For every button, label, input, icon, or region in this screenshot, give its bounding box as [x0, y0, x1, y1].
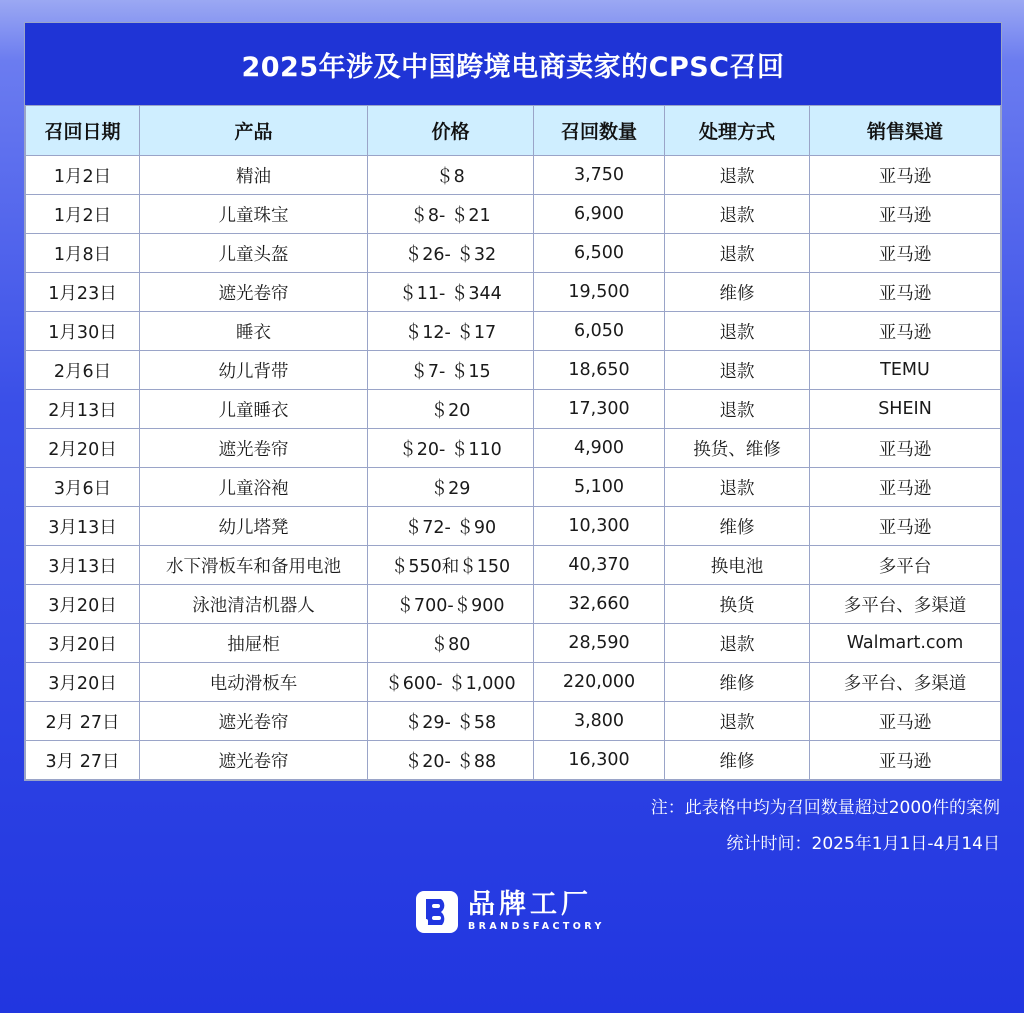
- recall-table-card: [24, 22, 1002, 781]
- table-row: [26, 468, 1001, 507]
- table-body: [26, 156, 1001, 780]
- product-cell: 泳池清洁机器人: [140, 585, 368, 624]
- channel-cell: 亚马逊: [810, 273, 1001, 312]
- quantity-cell: 6,500: [534, 234, 665, 273]
- product-cell: 遮光卷帘: [140, 273, 368, 312]
- product-cell: 电动滑板车: [140, 663, 368, 702]
- header-recall-date: 召回日期: [26, 106, 140, 156]
- method-cell: 维修: [665, 741, 810, 780]
- recall-date-cell: 2月 27日: [26, 702, 140, 741]
- table-header-row: [26, 106, 1001, 156]
- price-cell: ＄20- ＄88: [368, 741, 534, 780]
- method-cell: 退款: [665, 312, 810, 351]
- method-cell: 换电池: [665, 546, 810, 585]
- recall-date-cell: 1月8日: [26, 234, 140, 273]
- quantity-cell: 28,590: [534, 624, 665, 663]
- product-cell: 儿童头盔: [140, 234, 368, 273]
- price-cell: ＄29: [368, 468, 534, 507]
- channel-cell: 多平台: [810, 546, 1001, 585]
- quantity-cell: 5,100: [534, 468, 665, 507]
- price-cell: ＄600- ＄1,000: [368, 663, 534, 702]
- method-cell: 退款: [665, 156, 810, 195]
- header-product: 产品: [140, 106, 368, 156]
- table-row: [26, 585, 1001, 624]
- channel-cell: 亚马逊: [810, 312, 1001, 351]
- channel-cell: 亚马逊: [810, 741, 1001, 780]
- table-row: [26, 156, 1001, 195]
- recall-date-cell: 1月30日: [26, 312, 140, 351]
- method-cell: 维修: [665, 507, 810, 546]
- method-cell: 换货: [665, 585, 810, 624]
- method-cell: 退款: [665, 390, 810, 429]
- recall-date-cell: 3月13日: [26, 546, 140, 585]
- quantity-cell: 4,900: [534, 429, 665, 468]
- quantity-cell: 32,660: [534, 585, 665, 624]
- logo-text: [468, 890, 605, 934]
- channel-cell: 多平台、多渠道: [810, 585, 1001, 624]
- table-row: [26, 312, 1001, 351]
- table-row: [26, 624, 1001, 663]
- channel-cell: TEMU: [810, 351, 1001, 390]
- channel-cell: Walmart.com: [810, 624, 1001, 663]
- recall-date-cell: 3月20日: [26, 624, 140, 663]
- price-cell: ＄8- ＄21: [368, 195, 534, 234]
- price-cell: ＄11- ＄344: [368, 273, 534, 312]
- recall-date-cell: 3月20日: [26, 663, 140, 702]
- price-cell: ＄12- ＄17: [368, 312, 534, 351]
- quantity-cell: 10,300: [534, 507, 665, 546]
- quantity-cell: 3,750: [534, 156, 665, 195]
- quantity-cell: 3,800: [534, 702, 665, 741]
- channel-cell: 亚马逊: [810, 429, 1001, 468]
- price-cell: ＄700-＄900: [368, 585, 534, 624]
- brandsfactory-logo-icon: [416, 891, 458, 933]
- table-note: 注：此表格中均为召回数量超过2000件的案例: [650, 798, 1000, 818]
- table-row: [26, 429, 1001, 468]
- product-cell: 精油: [140, 156, 368, 195]
- price-cell: ＄7- ＄15: [368, 351, 534, 390]
- quantity-cell: 40,370: [534, 546, 665, 585]
- table-row: [26, 273, 1001, 312]
- quantity-cell: 17,300: [534, 390, 665, 429]
- table-row: [26, 741, 1001, 780]
- product-cell: 睡衣: [140, 312, 368, 351]
- method-cell: 退款: [665, 351, 810, 390]
- table-row: [26, 507, 1001, 546]
- channel-cell: 亚马逊: [810, 234, 1001, 273]
- quantity-cell: 16,300: [534, 741, 665, 780]
- price-cell: ＄550和＄150: [368, 546, 534, 585]
- method-cell: 维修: [665, 273, 810, 312]
- table-row: [26, 351, 1001, 390]
- logo-chinese-name: 品牌工厂: [468, 889, 592, 920]
- logo-english-name: BRANDSFACTORY: [468, 921, 605, 932]
- recall-date-cell: 2月20日: [26, 429, 140, 468]
- channel-cell: 亚马逊: [810, 156, 1001, 195]
- product-cell: 水下滑板车和备用电池: [140, 546, 368, 585]
- recall-date-cell: 2月6日: [26, 351, 140, 390]
- product-cell: 遮光卷帘: [140, 429, 368, 468]
- recall-date-cell: 3月 27日: [26, 741, 140, 780]
- product-cell: 遮光卷帘: [140, 741, 368, 780]
- quantity-cell: 6,050: [534, 312, 665, 351]
- table-row: [26, 195, 1001, 234]
- price-cell: ＄80: [368, 624, 534, 663]
- channel-cell: 多平台、多渠道: [810, 663, 1001, 702]
- channel-cell: 亚马逊: [810, 468, 1001, 507]
- product-cell: 幼儿背带: [140, 351, 368, 390]
- recall-table: [25, 105, 1001, 780]
- recall-date-cell: 1月23日: [26, 273, 140, 312]
- table-row: [26, 663, 1001, 702]
- method-cell: 退款: [665, 195, 810, 234]
- product-cell: 抽屉柜: [140, 624, 368, 663]
- method-cell: 退款: [665, 234, 810, 273]
- method-cell: 换货、维修: [665, 429, 810, 468]
- notes: [651, 790, 1000, 862]
- brand-logo: [416, 890, 605, 934]
- price-cell: ＄20- ＄110: [368, 429, 534, 468]
- header-price: 价格: [368, 106, 534, 156]
- recall-date-cell: 3月13日: [26, 507, 140, 546]
- header-sales-channel: 销售渠道: [810, 106, 1001, 156]
- method-cell: 退款: [665, 468, 810, 507]
- header-recall-quantity: 召回数量: [534, 106, 665, 156]
- recall-date-cell: 3月6日: [26, 468, 140, 507]
- recall-date-cell: 1月2日: [26, 156, 140, 195]
- table-row: [26, 546, 1001, 585]
- table-row: [26, 390, 1001, 429]
- product-cell: 幼儿塔凳: [140, 507, 368, 546]
- channel-cell: SHEIN: [810, 390, 1001, 429]
- price-cell: ＄29- ＄58: [368, 702, 534, 741]
- method-cell: 退款: [665, 624, 810, 663]
- price-cell: ＄26- ＄32: [368, 234, 534, 273]
- channel-cell: 亚马逊: [810, 507, 1001, 546]
- price-cell: ＄8: [368, 156, 534, 195]
- method-cell: 维修: [665, 663, 810, 702]
- product-cell: 遮光卷帘: [140, 702, 368, 741]
- recall-date-cell: 2月13日: [26, 390, 140, 429]
- quantity-cell: 18,650: [534, 351, 665, 390]
- channel-cell: 亚马逊: [810, 195, 1001, 234]
- table-row: [26, 702, 1001, 741]
- channel-cell: 亚马逊: [810, 702, 1001, 741]
- product-cell: 儿童珠宝: [140, 195, 368, 234]
- quantity-cell: 6,900: [534, 195, 665, 234]
- table-row: [26, 234, 1001, 273]
- price-cell: ＄72- ＄90: [368, 507, 534, 546]
- product-cell: 儿童浴袍: [140, 468, 368, 507]
- table-title: 2025年涉及中国跨境电商卖家的CPSC召回: [25, 23, 1001, 105]
- statistics-period: 统计时间：2025年1月1日-4月14日: [726, 834, 1000, 854]
- recall-date-cell: 3月20日: [26, 585, 140, 624]
- product-cell: 儿童睡衣: [140, 390, 368, 429]
- recall-date-cell: 1月2日: [26, 195, 140, 234]
- header-handling-method: 处理方式: [665, 106, 810, 156]
- quantity-cell: 19,500: [534, 273, 665, 312]
- method-cell: 退款: [665, 702, 810, 741]
- price-cell: ＄20: [368, 390, 534, 429]
- quantity-cell: 220,000: [534, 663, 665, 702]
